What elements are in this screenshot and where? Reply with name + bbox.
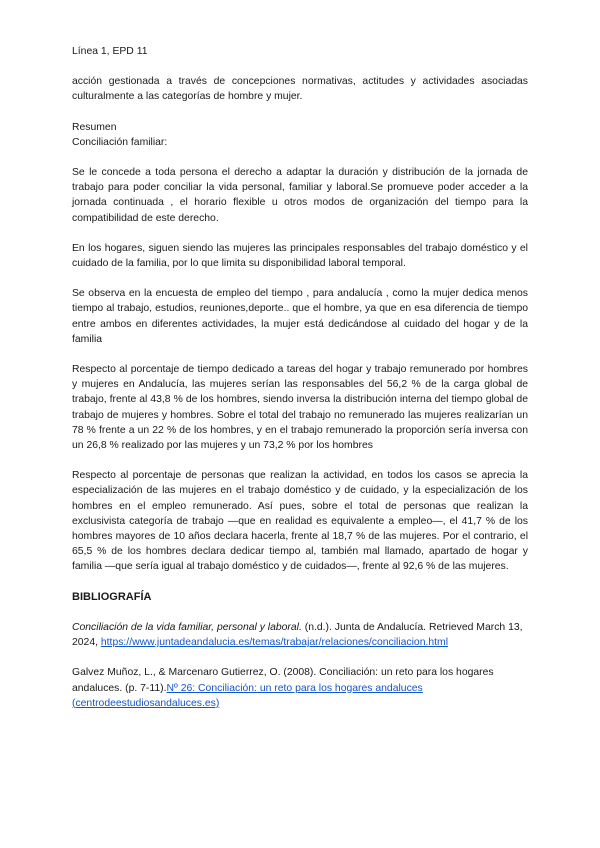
ref1-title: Conciliación de la vida familiar, personal y laboral. <box>72 621 302 633</box>
ref1-rest: (n.d.). Junta de Andalucía. Retrieved March 13, 2024, <box>72 621 523 649</box>
ref2-link[interactable]: Nº 26: Conciliación: un reto para los hogares andaluces (centrodeestudiosandaluces.es) <box>72 682 423 709</box>
paragraph-hogares: En los hogares, siguen siendo las mujeres las principales responsables del trabajo doméstico y el cuidado de la familia, por lo que limita su disponibilidad laboral temporal. <box>72 242 528 270</box>
bibliography-ref-1 <box>72 620 528 650</box>
document-header: Línea 1, EPD 11 <box>72 46 148 57</box>
resumen-label: Resumen <box>72 121 117 133</box>
paragraph-porcentaje-tiempo: Respecto al porcentaje de tiempo dedicado a tareas del hogar y trabajo remunerado por hombres y mujeres en Andalucía, las mujeres serían las responsables del 56,2 % de la carga global de trabajo, frente al 43,8 % de los hombres, siendo inversa la distribución interna del tiempo global de trabajo de mujeres y hombres. Sobre el total del trabajo no remunerado las mujeres realizarían un 78 % frente a un 22 % de los hombres, y en el trabajo remunerado la proporción sería inversa con un 26,8 % realizado por las mujeres y un 73,2 % por los hombres <box>72 364 528 452</box>
paragraph-derecho: Se le concede a toda persona el derecho a adaptar la duración y distribución de la jornada de trabajo para poder conciliar la vida personal, familiar y laboral.Se promueve poder acceder a la jornada continuada , el horario flexible u otros modos de organización del tiempo para la compatibilidad de este derecho. <box>72 167 528 224</box>
ref2-text: Galvez Muñoz, L., & Marcenaro Gutierrez, O. (2008). Conciliación: un reto para los hogares andaluces. (p. 7-11). <box>72 667 494 694</box>
paragraph-encuesta: Se observa en la encuesta de empleo del tiempo , para andalucía , como la mujer dedica menos tiempo al trabajo, estudios, reuniones,deporte.. que el hombre, ya que en esa diferencia de tiempo entre ambos en diferentes actividades, la mujer está dedicándose al cuidado del hogar y de la familia <box>72 288 528 345</box>
ref1-url-link[interactable]: https://www.juntadeandalucia.es/temas/trabajar/relaciones/conciliacion.html <box>100 637 449 649</box>
bibliography-ref-2 <box>72 665 528 711</box>
bibliography-heading: BIBLIOGRAFÍA <box>72 590 152 603</box>
intro-paragraph: acción gestionada a través de concepciones normativas, actitudes y actividades asociadas culturalmente a las categorías de hombre y mujer. <box>72 76 528 103</box>
section-subtitle: Conciliación familiar: <box>72 136 168 148</box>
paragraph-porcentaje-personas: Respecto al porcentaje de personas que realizan la actividad, en todos los casos se aprecia la especialización de las mujeres en el trabajo doméstico y de cuidado, y la especialización de los hombres en el empleo remunerado. Así pues, sobre el total de personas que realizan la exclusivista categoría de trabajo —que en realidad es equivalente a empleo—, el 41,7 % de los hombres mayores de 10 años declara hacerla, frente al 18,7 % de las mujeres. Por el contrario, el 65,5 % de los hombres declara dedicar tiempo al, también mal llamado, apartado de hogar y familia —que sería igual al trabajo doméstico y de cuidados—, frente al 92,6 % de las mujeres. <box>72 470 528 573</box>
document-page <box>72 44 528 711</box>
